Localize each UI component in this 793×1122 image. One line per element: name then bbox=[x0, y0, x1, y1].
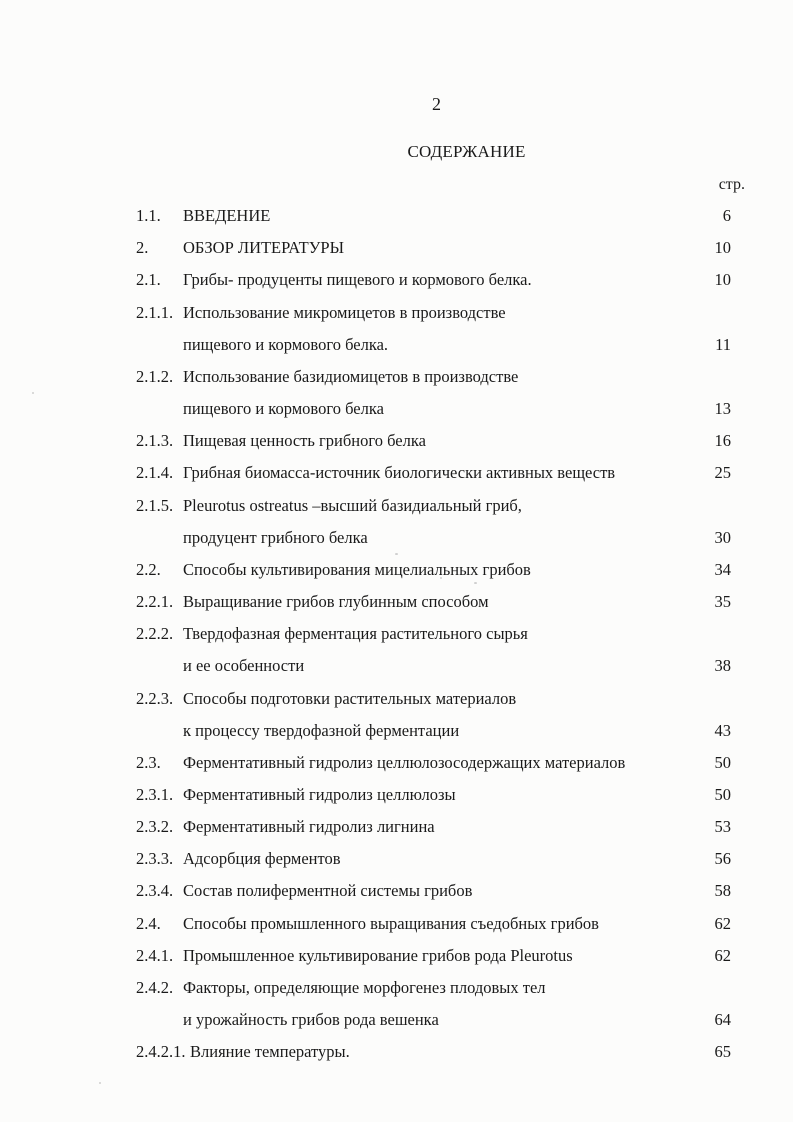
toc-entry-page: 34 bbox=[714, 560, 731, 579]
toc-entry-page: 30 bbox=[714, 528, 731, 547]
page-column-header: стр. bbox=[718, 176, 745, 193]
toc-entry bbox=[0, 1040, 793, 1064]
toc-entry-page: 62 bbox=[714, 914, 731, 933]
toc-entry-title: Грибная биомасса-источник биологически активных веществ bbox=[183, 463, 616, 482]
toc-entry-title: Адсорбция ферментов bbox=[183, 849, 341, 868]
toc-entry bbox=[0, 815, 793, 839]
toc-entry-title: Использование базидиомицетов в производстве bbox=[183, 367, 519, 386]
toc-entry-page: 11 bbox=[715, 335, 731, 354]
toc-entry-page: 13 bbox=[714, 399, 731, 418]
toc-entry bbox=[0, 976, 793, 1000]
toc-entry bbox=[0, 847, 793, 871]
toc-entry-page: 50 bbox=[714, 753, 731, 772]
toc-entry-page: 10 bbox=[714, 238, 731, 257]
toc-entry bbox=[0, 879, 793, 903]
toc-entry bbox=[0, 654, 793, 678]
toc-entry-number: 2.3.3. bbox=[136, 849, 174, 868]
toc-entry-number: 2.2. bbox=[136, 560, 161, 579]
toc-entry-title: Ферментативный гидролиз целлюлозы bbox=[183, 785, 456, 804]
toc-entry-page: 64 bbox=[714, 1010, 731, 1029]
scan-speck bbox=[395, 553, 398, 555]
toc-entry bbox=[0, 912, 793, 936]
toc-entry bbox=[0, 944, 793, 968]
toc-entry-page: 50 bbox=[714, 785, 731, 804]
toc-entry-title: Грибы- продуценты пищевого и кормового белка. bbox=[183, 270, 532, 289]
toc-entry-title: и ее особенности bbox=[183, 656, 305, 675]
scan-speck bbox=[474, 582, 477, 584]
toc-entry-page: 53 bbox=[714, 817, 731, 836]
toc-entry-number: 2.1.4. bbox=[136, 463, 174, 482]
toc-entry-title: пищевого и кормового белка. bbox=[183, 335, 389, 354]
toc-entry-title: Ферментативный гидролиз лигнина bbox=[183, 817, 435, 836]
scan-speck bbox=[32, 392, 34, 394]
toc-entry-number: 2.1. bbox=[136, 270, 161, 289]
toc-entry bbox=[0, 558, 793, 582]
toc-entry bbox=[0, 429, 793, 453]
toc-entry-number: 2.3. bbox=[136, 753, 161, 772]
toc-entry-number: 1.1. bbox=[136, 206, 161, 225]
toc-entry bbox=[0, 301, 793, 325]
toc-entry-title: к процессу твердофазной ферментации bbox=[183, 721, 460, 740]
toc-entry-number: 2.3.1. bbox=[136, 785, 174, 804]
toc-entry-number: 2.1.5. bbox=[136, 496, 174, 515]
toc-entry-title: продуцент грибного белка bbox=[183, 528, 368, 547]
toc-entry bbox=[0, 622, 793, 646]
page-number: 2 bbox=[432, 94, 441, 114]
toc-entry-page: 10 bbox=[714, 270, 731, 289]
toc-entry-title: ОБЗОР ЛИТЕРАТУРЫ bbox=[183, 238, 344, 257]
toc-entry-number: 2.1.3. bbox=[136, 431, 174, 450]
toc-entry-title: Использование микромицетов в производстве bbox=[183, 303, 506, 322]
toc-entry-number: 2.2.3. bbox=[136, 689, 174, 708]
toc-entry-title: Влияние температуры. bbox=[190, 1042, 350, 1061]
toc-entry-page: 16 bbox=[714, 431, 731, 450]
toc-entry-number: 2.4.2.1. bbox=[136, 1042, 186, 1061]
toc-entry-title: пищевого и кормового белка bbox=[183, 399, 384, 418]
toc-entry bbox=[0, 719, 793, 743]
toc-entry bbox=[0, 236, 793, 260]
toc-entry bbox=[0, 204, 793, 228]
toc-entry-title: Промышленное культивирование грибов рода Pleurotus bbox=[183, 946, 573, 965]
toc-entry-title: Твердофазная ферментация растительного сырья bbox=[183, 624, 528, 643]
toc-entry bbox=[0, 397, 793, 421]
toc-entry-number: 2. bbox=[136, 238, 149, 257]
toc-entry-title: Pleurotus ostreatus –высший базидиальный гриб, bbox=[183, 496, 522, 515]
toc-entry-number: 2.2.1. bbox=[136, 592, 174, 611]
toc-entry-page: 62 bbox=[714, 946, 731, 965]
scan-speck bbox=[99, 1082, 101, 1084]
toc-entry-title: Выращивание грибов глубинным способом bbox=[183, 592, 489, 611]
toc-entry bbox=[0, 783, 793, 807]
toc-entry bbox=[0, 268, 793, 292]
toc-entry-title: Состав полиферментной системы грибов bbox=[183, 881, 473, 900]
toc-entry-page: 25 bbox=[714, 463, 731, 482]
toc-entry-page: 35 bbox=[714, 592, 731, 611]
toc-entry bbox=[0, 687, 793, 711]
toc-entry-title: ВВЕДЕНИЕ bbox=[183, 206, 271, 225]
toc-title: СОДЕРЖАНИЕ bbox=[407, 142, 526, 161]
toc-entry-number: 2.3.4. bbox=[136, 881, 174, 900]
toc-entry-page: 58 bbox=[714, 881, 731, 900]
toc-entry-number: 2.4.2. bbox=[136, 978, 174, 997]
toc-entry-number: 2.1.1. bbox=[136, 303, 174, 322]
toc-entry-page: 38 bbox=[714, 656, 731, 675]
toc-entry bbox=[0, 333, 793, 357]
toc-entry-number: 2.4. bbox=[136, 914, 161, 933]
toc-entry-title: Факторы, определяющие морфогенез плодовых тел bbox=[183, 978, 546, 997]
toc-entry bbox=[0, 751, 793, 775]
toc-entry-title: Ферментативный гидролиз целлюлозосодержащих материалов bbox=[183, 753, 626, 772]
toc-entry-page: 6 bbox=[722, 206, 731, 225]
toc-entry bbox=[0, 1008, 793, 1032]
toc-entry-title: Способы промышленного выращивания съедобных грибов bbox=[183, 914, 599, 933]
toc-entry-title: Способы культивирования мицелиальных грибов bbox=[183, 560, 531, 579]
toc-entry-title: и урожайность грибов рода вешенка bbox=[183, 1010, 439, 1029]
scan-speck bbox=[440, 577, 442, 579]
toc-entry bbox=[0, 526, 793, 550]
toc-entry bbox=[0, 590, 793, 614]
toc-entry-title: Способы подготовки растительных материалов bbox=[183, 689, 517, 708]
toc-entry-page: 56 bbox=[714, 849, 731, 868]
toc-entry-page: 65 bbox=[714, 1042, 731, 1061]
toc-entry-number: 2.4.1. bbox=[136, 946, 174, 965]
toc-entry-number: 2.2.2. bbox=[136, 624, 174, 643]
toc-entry-page: 43 bbox=[714, 721, 731, 740]
toc-entry bbox=[0, 461, 793, 485]
toc-entry-number: 2.1.2. bbox=[136, 367, 174, 386]
toc-entry bbox=[0, 494, 793, 518]
toc-entry-title: Пищевая ценность грибного белка bbox=[183, 431, 426, 450]
toc-entry bbox=[0, 365, 793, 389]
toc-entry-number: 2.3.2. bbox=[136, 817, 174, 836]
